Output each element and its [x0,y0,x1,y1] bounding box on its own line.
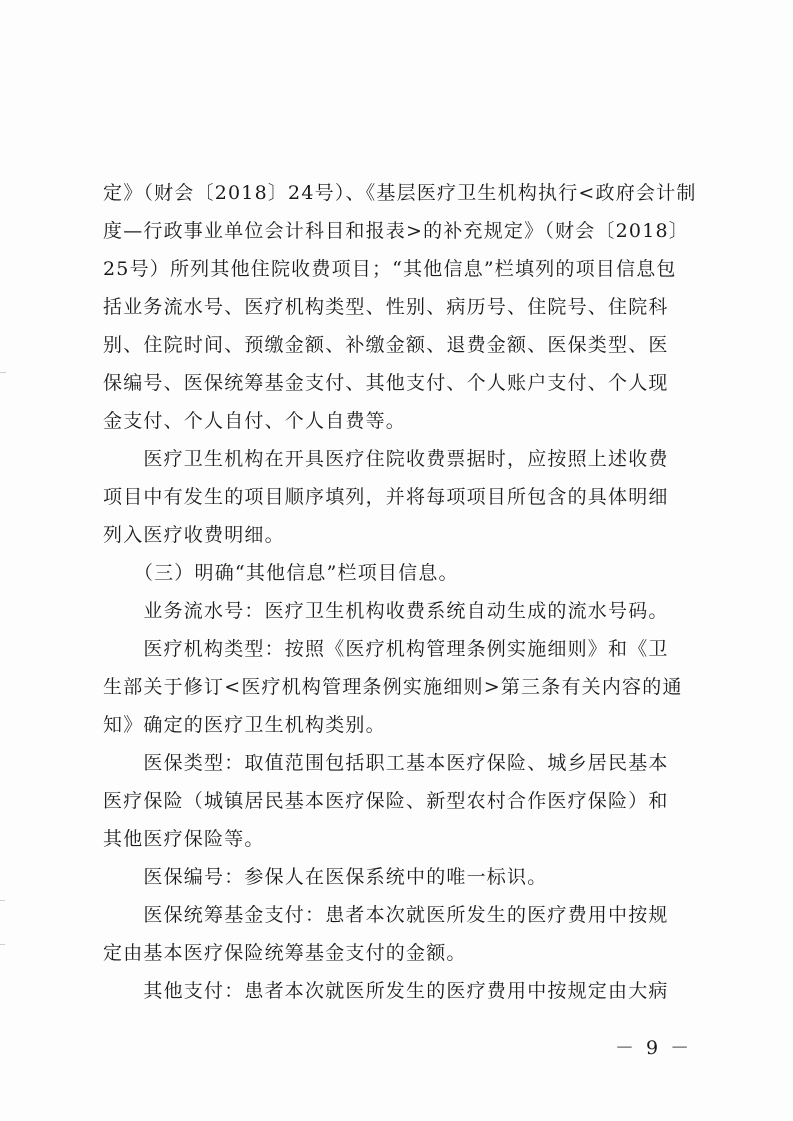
body-text [103,174,697,1010]
text-line: 业务流水号：医疗卫生机构收费系统自动生成的流水号码。 [103,600,669,622]
text-line: 项目中有发生的项目顺序填列，并将每项项目所包含的具体明细 [103,486,669,508]
text-line: 度—行政事业单位会计科目和报表>的补充规定》（财会〔2018〕 [103,220,689,242]
text-line: 保编号、医保统筹基金支付、其他支付、个人账户支付、个人现 [103,372,669,394]
text-line: 定》（财会〔2018〕24号）、《基层医疗卫生机构执行<政府会计制 [103,182,697,204]
scan-mark [0,944,5,945]
text-line: 生部关于修订<医疗机构管理条例实施细则>第三条有关内容的通 [103,676,683,698]
text-line: 其他支付：患者本次就医所发生的医疗费用中按规定由大病 [103,980,669,1002]
text-line: 括业务流水号、医疗机构类型、性别、病历号、住院号、住院科 [103,296,669,318]
page-number: － 9 － [615,1037,693,1059]
text-line: 医疗机构类型：按照《医疗机构管理条例实施细则》和《卫 [103,638,669,660]
text-line: 知》确定的医疗卫生机构类别。 [103,714,386,736]
text-line: 医保统筹基金支付：患者本次就医所发生的医疗费用中按规 [103,904,669,926]
text-line: 医疗保险（城镇居民基本医疗保险、新型农村合作医疗保险）和 [103,790,669,812]
text-line: 医保编号：参保人在医保系统中的唯一标识。 [103,866,548,888]
text-line: 别、住院时间、预缴金额、补缴金额、退费金额、医保类型、医 [103,334,669,356]
text-line: 列入医疗收费明细。 [103,524,285,546]
section-heading: （三）明确“其他信息”栏项目信息。 [103,562,459,584]
text-line: 金支付、个人自付、个人自费等。 [103,410,407,432]
text-line: 医疗卫生机构在开具医疗住院收费票据时，应按照上述收费 [103,448,669,470]
scan-mark [0,900,5,901]
text-line: 其他医疗保险等。 [103,828,265,850]
scan-mark [0,372,6,373]
text-line: 医保类型：取值范围包括职工基本医疗保险、城乡居民基本 [103,752,669,774]
text-line: 25号）所列其他住院收费项目；“其他信息”栏填列的项目信息包 [103,258,677,280]
text-line: 定由基本医疗保险统筹基金支付的金额。 [103,942,467,964]
